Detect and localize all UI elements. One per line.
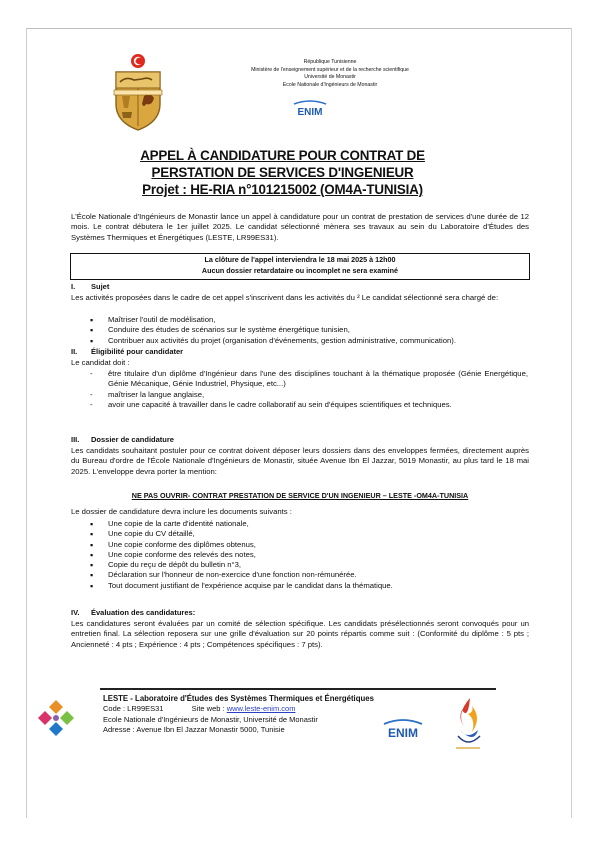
documents-list — [90, 519, 528, 591]
title-line-3: Projet : HE-RIA n°101215002 (OM4A-TUNISIA) — [142, 182, 423, 197]
document-title — [60, 147, 505, 198]
section-1-text: Les activités proposées dans le cadre de cet appel s'inscrivent dans les activités du ² Le candidat sélectionné sera chargé de: — [71, 293, 499, 302]
section-4-number: IV. — [71, 608, 80, 617]
list-item: ▪ Une copie de la carte d'identité nationale, — [90, 519, 528, 529]
footer-site-label: Site web : — [191, 704, 225, 714]
flame-logo-icon — [448, 696, 488, 752]
list-item: ▪ Tout document justifiant de l'expérience acquise par le candidat dans la thématique. — [90, 581, 528, 591]
footer-site-link[interactable]: www.leste-enim.com — [226, 704, 296, 714]
enim-logo-icon — [290, 98, 330, 118]
section-1-heading — [71, 282, 109, 292]
deadline-line-2: Aucun dossier retardataire ou incomplet ne sera examiné — [201, 266, 399, 275]
footer-school: Ecole Nationale d'Ingénieurs de Monastir, Université de Monastir — [103, 714, 318, 724]
section-3-text: Les candidats souhaitant postuler pour ce contrat doivent déposer leurs dossiers dans des enveloppes fermées, directement auprès du Bureau d'ordre de l'École Nationale d'Ingénieurs de Monastir, située Avenue Ibn El Jazzar, 5019 Monastir, au plus tard le 18 mai 2025. L'enveloppe devra porter la mention: — [71, 446, 529, 476]
title-line-1: APPEL À CANDIDATURE POUR CONTRAT DE — [140, 148, 425, 163]
section-4-text: Les candidatures seront évaluées par un comité de sélection spécifique. Les candidats présélectionnés seront convoqués pour un entretien final. La sélection reposera sur une grille d'évaluation sur 20 points répartis comme suit : (Conformité du diplôme : 5 pts ; Ancienneté : 4 pts ; Expérience : 4 pts ; Compétences spécifiques : 7 pts). — [71, 619, 529, 649]
enim-logo-text: ENIM — [297, 107, 323, 118]
list-item: ▪ Copie du reçu de dépôt du bulletin n°3, — [90, 560, 528, 570]
section-1-list — [90, 315, 530, 346]
section-2-list — [90, 369, 528, 410]
section-3-title: Dossier de candidature — [91, 435, 174, 444]
page-border-top — [26, 28, 572, 29]
section-1-title: Sujet — [91, 282, 110, 291]
documents-intro: Le dossier de candidature devra inclure les documents suivants : — [71, 507, 292, 516]
list-item: ▪ Une copie conforme des diplômes obtenus, — [90, 540, 528, 550]
footer-lab-name: LESTE - Laboratoire d'Études des Systèmes Thermiques et Énergétiques — [103, 694, 374, 703]
enim-footer-logo-text: ENIM — [388, 726, 418, 740]
list-item: ▪ Contribuer aux activités du projet (organisation d'événements, gestion administrative, communication). — [90, 336, 530, 346]
header-school: Ecole Nationale d'Ingénieurs de Monastir — [282, 81, 378, 88]
section-4-heading — [71, 608, 195, 618]
list-item: - maîtriser la langue anglaise, — [90, 390, 528, 400]
leste-logo-icon — [36, 698, 76, 738]
section-2-text: Le candidat doit : — [71, 358, 130, 367]
footer-code: Code : LR99ES31 — [103, 704, 164, 714]
footer-address: Adresse : Avenue Ibn El Jazzar Monastir 5000, Tunisie — [103, 725, 285, 735]
list-item: - être titulaire d'un diplôme d'Ingénieur dans l'une des disciplines touchant à la thématique proposée (Génie Energétique, Génie Mécanique, Génie Industriel, Physique, etc...) — [90, 369, 528, 390]
list-item: ▪ Conduire des études de scénarios sur le système énergétique tunisien, — [90, 325, 530, 335]
header-ministry: Ministère de l'enseignement supérieur et de la recherche scientifique — [251, 66, 409, 73]
footer-code-row — [103, 704, 443, 714]
section-4-title: Évaluation des candidatures: — [91, 608, 196, 617]
section-3-number: III. — [71, 435, 80, 444]
institution-header — [200, 59, 460, 89]
envelope-mention: NE PAS OUVRIR- CONTRAT PRESTATION DE SERVICE D'UN INGENIEUR – LESTE -OM4A-TUNISIA — [131, 491, 469, 500]
enim-footer-logo-icon — [380, 716, 426, 740]
page-border-right — [571, 28, 572, 818]
section-1-number: I. — [71, 282, 76, 291]
intro-paragraph: L'École Nationale d'Ingénieurs de Monastir lance un appel à candidature pour un contrat de prestation de services d'une durée de 12 mois. Le contrat débutera le 1er juillet 2025. Le candidat sélectionné mènera ses travaux au sein du Laboratoire d'Études des Systèmes Thermiques et Énergétiques (LESTE, LR99ES31). — [71, 212, 529, 242]
list-item: ▪ Une copie du CV détaillé, — [90, 529, 528, 539]
page-border-left — [26, 28, 27, 818]
section-2-heading — [71, 347, 183, 357]
list-item: ▪ Déclaration sur l'honneur de non-exercice d'une fonction non-rémunérée. — [90, 570, 528, 580]
section-3-heading — [71, 435, 174, 445]
header-country: République Tunisienne — [303, 59, 357, 65]
deadline-line-1: La clôture de l'appel interviendra le 18 mai 2025 à 12h00 — [204, 255, 396, 264]
section-2-number: II. — [71, 347, 78, 356]
list-item: - avoir une capacité à travailler dans le cadre collaboratif au sein d'équipes scientifiques et techniques. — [90, 400, 528, 410]
footer-divider — [100, 688, 496, 690]
header-university: Université de Monastir — [304, 74, 356, 81]
list-item: ▪ Maîtriser l'outil de modélisation, — [90, 315, 530, 325]
tunisia-coat-of-arms-icon — [108, 52, 168, 136]
section-2-title: Éligibilité pour candidater — [91, 347, 184, 356]
title-line-2: PERSTATION DE SERVICES D'INGENIEUR — [151, 165, 414, 180]
deadline-box — [70, 253, 530, 280]
list-item: ▪ Une copie conforme des relevés des notes, — [90, 550, 528, 560]
